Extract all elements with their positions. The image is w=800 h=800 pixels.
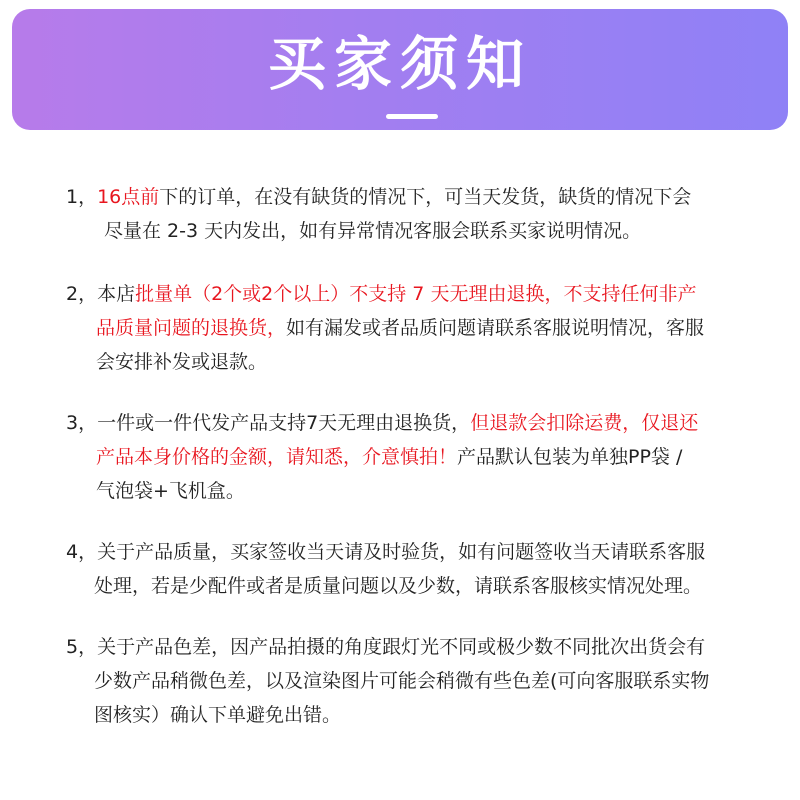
notice-1-line-1	[66, 180, 691, 214]
notice-1-line-2	[66, 214, 691, 248]
notice-5-line-1	[66, 630, 709, 664]
notice-text: 会安排补发或退款。	[96, 351, 268, 373]
notice-item-3	[66, 406, 698, 508]
notice-text: 气泡袋+飞机盒。	[96, 480, 245, 502]
notice-highlight: 批量单（2个或2个以上）不支持 7 天无理由退换，不支持任何非产	[135, 283, 697, 305]
notice-highlight: 品质量问题的退换货，	[96, 317, 287, 339]
notice-3-line-1	[66, 406, 698, 440]
notice-5-line-2	[66, 664, 709, 698]
notice-highlight: 但退款会扣除运费，仅退还	[470, 412, 699, 434]
notice-text: 少数产品稍微色差，以及渲染图片可能会稍微有些色差(可向客服联系实物	[94, 670, 710, 692]
notice-text: 4，关于产品质量，买家签收当天请及时验货，如有问题签收当天请联系客服	[66, 541, 706, 563]
notice-item-2	[66, 277, 704, 379]
notice-text: 图核实）确认下单避免出错。	[94, 704, 342, 726]
notice-2-line-1	[66, 277, 704, 311]
notice-text: 下的订单，在没有缺货的情况下，可当天发货，缺货的情况下会	[159, 186, 692, 208]
notice-highlight: 产品本身价格的金额，请知悉，介意慎拍！	[96, 446, 458, 468]
notice-item-4	[66, 535, 705, 603]
notice-text: 产品默认包装为单独PP袋 /	[457, 446, 683, 468]
notice-3-line-2	[66, 440, 698, 474]
page-title: 买家须知	[267, 30, 532, 98]
notice-text: 5，关于产品色差，因产品拍摄的角度跟灯光不同或极少数不同批次出货会有	[66, 636, 706, 658]
notice-highlight: 16点前	[97, 186, 160, 208]
notice-text: 处理，若是少配件或者是质量问题以及少数，请联系客服核实情况处理。	[94, 575, 703, 597]
notice-text: 3，一件或一件代发产品支持7天无理由退换货，	[66, 412, 471, 434]
notice-4-line-2	[66, 569, 705, 603]
notice-5-line-3	[66, 698, 709, 732]
notice-text: 2，本店	[66, 283, 136, 305]
notice-item-1	[66, 180, 691, 248]
notice-3-line-3	[66, 474, 698, 508]
notice-text: 如有漏发或者品质问题请联系客服说明情况，客服	[286, 317, 705, 339]
notice-text: 尽量在 2-3 天内发出，如有异常情况客服会联系买家说明情况。	[104, 220, 642, 242]
notice-4-line-1	[66, 535, 705, 569]
notice-text: 1，	[66, 186, 98, 208]
notice-2-line-2	[66, 311, 704, 345]
notice-item-5	[66, 630, 709, 732]
notice-2-line-3	[66, 345, 704, 379]
